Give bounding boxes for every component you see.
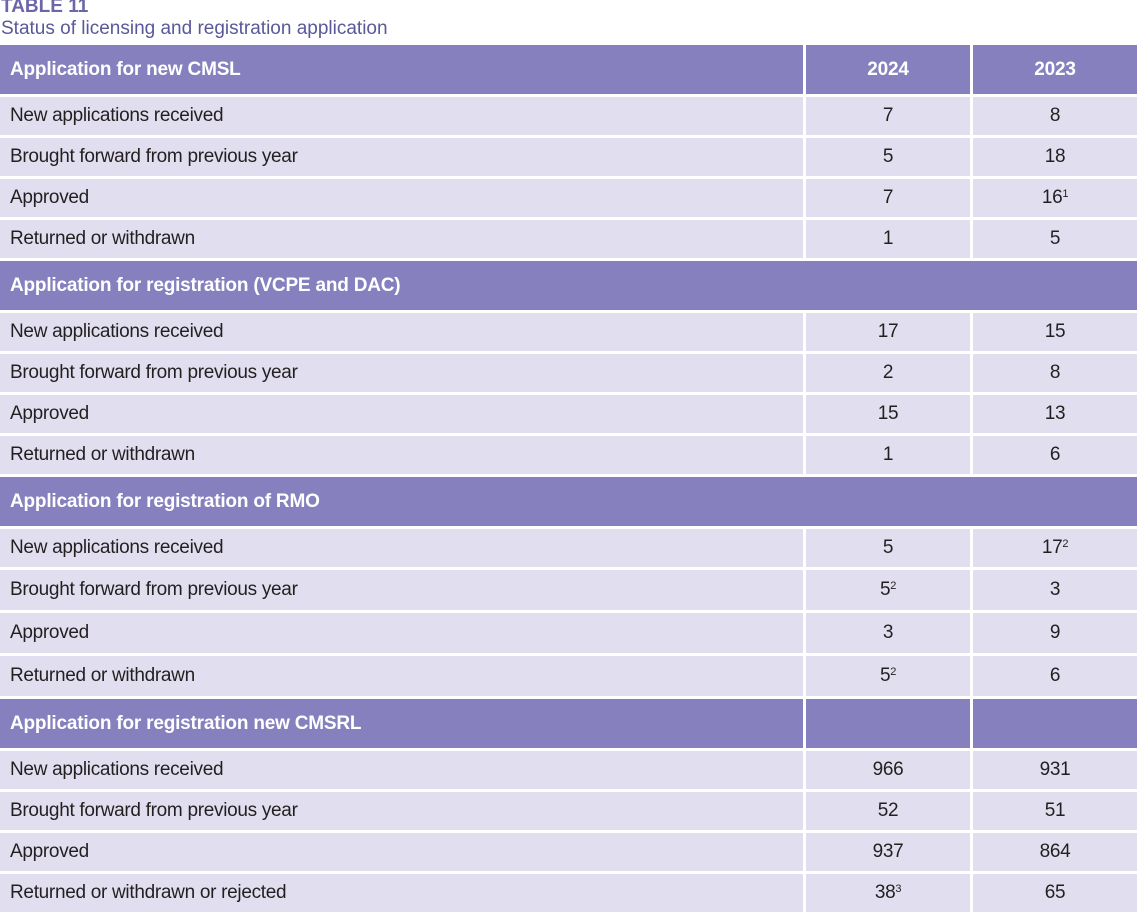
- licensing-status-table: [0, 45, 1137, 915]
- table-row: [0, 613, 1137, 656]
- row-label: Brought forward from previous year: [0, 138, 803, 179]
- value-2024: 7: [803, 97, 970, 138]
- table-row: [0, 436, 1137, 477]
- row-label: Approved: [0, 613, 803, 656]
- value-2024: 7: [803, 179, 970, 220]
- table-row: [0, 529, 1137, 570]
- row-label: New applications received: [0, 529, 803, 570]
- table-row: [0, 179, 1137, 220]
- value-2023: $16^1$: [970, 179, 1137, 220]
- column-header-2024: 2024: [803, 45, 970, 97]
- row-label: New applications received: [0, 313, 803, 354]
- row-label: Returned or withdrawn: [0, 220, 803, 261]
- value-2023: $17^2$: [970, 529, 1137, 570]
- value-2024: 1: [803, 436, 970, 477]
- footnote-marker: 2: [1062, 538, 1069, 550]
- table-row: [0, 874, 1137, 915]
- value-2023: 8: [970, 354, 1137, 395]
- value-2024: 5: [803, 529, 970, 570]
- footnote-marker: 2: [890, 580, 897, 592]
- table-row: [0, 354, 1137, 395]
- value-2024: 52: [803, 792, 970, 833]
- empty-header-cell: [803, 699, 970, 751]
- row-label: Approved: [0, 395, 803, 436]
- section-header-label: Application for registration (VCPE and DAC): [0, 261, 1137, 313]
- table-caption: [0, 0, 1137, 45]
- footnote-marker: 2: [890, 666, 897, 678]
- value-2023: 931: [970, 751, 1137, 792]
- value-2023: 65: [970, 874, 1137, 915]
- value-2024: 937: [803, 833, 970, 874]
- table-row: [0, 395, 1137, 436]
- column-header-2023: 2023: [970, 45, 1137, 97]
- table-number: TABLE 11: [1, 0, 89, 17]
- value-2023: 3: [970, 570, 1137, 613]
- footnote-marker: 1: [1062, 188, 1069, 200]
- value-2023: 9: [970, 613, 1137, 656]
- table-row: [0, 97, 1137, 138]
- table-row: [0, 751, 1137, 792]
- value-2023: 6: [970, 436, 1137, 477]
- section-header-label: Application for registration new CMSRL: [0, 699, 803, 751]
- value-2024: 3: [803, 613, 970, 656]
- section-header-label: Application for registration of RMO: [0, 477, 1137, 529]
- value-2023: 51: [970, 792, 1137, 833]
- value-2024: 966: [803, 751, 970, 792]
- value-2024: 2: [803, 354, 970, 395]
- table-row: [0, 792, 1137, 833]
- section-header-rmo: [0, 477, 1137, 529]
- value-2024: 17: [803, 313, 970, 354]
- row-label: Returned or withdrawn: [0, 656, 803, 699]
- table-row: [0, 833, 1137, 874]
- table-title: Status of licensing and registration application: [1, 18, 388, 39]
- row-label: Approved: [0, 833, 803, 874]
- table-row: [0, 656, 1137, 699]
- section-header-label: Application for new CMSL: [0, 45, 803, 97]
- value-2023: 15: [970, 313, 1137, 354]
- value-2024: 5: [803, 138, 970, 179]
- row-label: Approved: [0, 179, 803, 220]
- row-label: Brought forward from previous year: [0, 570, 803, 613]
- table-row: [0, 138, 1137, 179]
- section-header-cmsl: [0, 45, 1137, 97]
- value-2023: 8: [970, 97, 1137, 138]
- value-2023: 6: [970, 656, 1137, 699]
- value-2024: $5^2$: [803, 656, 970, 699]
- row-label: Brought forward from previous year: [0, 792, 803, 833]
- row-label: Brought forward from previous year: [0, 354, 803, 395]
- value-2024: $38^3$: [803, 874, 970, 915]
- table-row: [0, 570, 1137, 613]
- section-header-cmsrl: [0, 699, 1137, 751]
- value-2024: 15: [803, 395, 970, 436]
- row-label: New applications received: [0, 97, 803, 138]
- value-2024: $5^2$: [803, 570, 970, 613]
- section-header-vcpe-dac: [0, 261, 1137, 313]
- value-2023: 5: [970, 220, 1137, 261]
- table-row: [0, 313, 1137, 354]
- footnote-marker: 3: [895, 883, 902, 895]
- value-2023: 18: [970, 138, 1137, 179]
- row-label: Returned or withdrawn or rejected: [0, 874, 803, 915]
- value-2023: 864: [970, 833, 1137, 874]
- value-2023: 13: [970, 395, 1137, 436]
- row-label: New applications received: [0, 751, 803, 792]
- empty-header-cell: [970, 699, 1137, 751]
- row-label: Returned or withdrawn: [0, 436, 803, 477]
- value-2024: 1: [803, 220, 970, 261]
- table-row: [0, 220, 1137, 261]
